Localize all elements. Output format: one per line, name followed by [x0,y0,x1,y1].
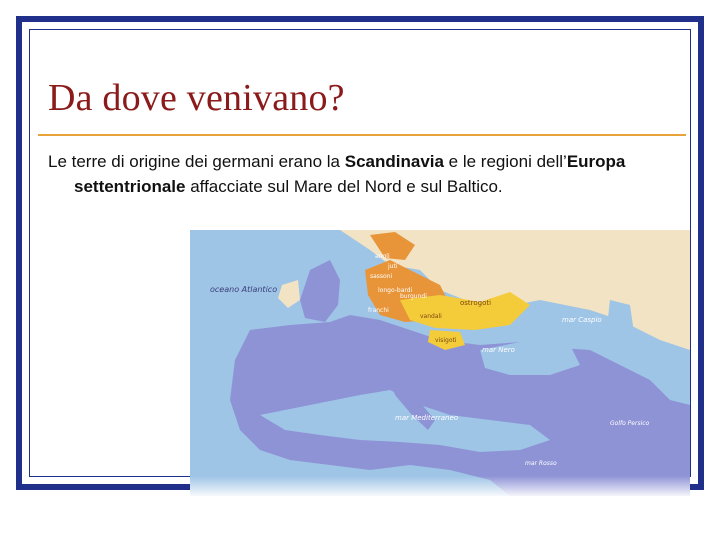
europe-map-image [190,230,690,496]
map-label-burgundi: burgundi [400,293,427,300]
body-text-part-1: Le terre di origine dei germani erano la [48,152,345,171]
map-label-longobardi: longo-bardi [378,287,413,294]
body-bold-scandinavia: Scandinavia [344,152,444,171]
map-label-angli: angli [375,253,390,260]
map-bottom-fade [190,476,690,498]
map-label-black-sea: mar Nero [482,346,515,354]
map-label-visigoti: visigoti [435,337,457,344]
body-text-part-3: affacciate sul Mare del Nord e sul Baltico. [185,177,503,196]
map-label-franchi: franchi [368,307,389,314]
map-label-mediterranean: mar Mediterraneo [395,414,459,422]
title-underline [38,134,686,136]
map-label-sassoni: sassoni [370,273,393,280]
map-label-vandali: vandali [420,313,442,320]
map-label-caspian: mar Caspio [562,316,602,324]
map-label-juti: juti [388,263,398,270]
slide-body-text [48,149,674,199]
map-label-ocean: oceano Atlantico [210,285,278,294]
body-text-part-2: e le regioni dell’ [443,152,567,171]
map-label-persian-gulf: Golfo Persico [610,420,650,427]
map-label-red-sea: mar Rosso [525,460,557,467]
body-bold-europa: Europa settentrionale [74,152,626,196]
slide-title: Da dove venivano? [48,77,345,119]
map-label-ostrogoti: ostrogoti [460,299,492,307]
